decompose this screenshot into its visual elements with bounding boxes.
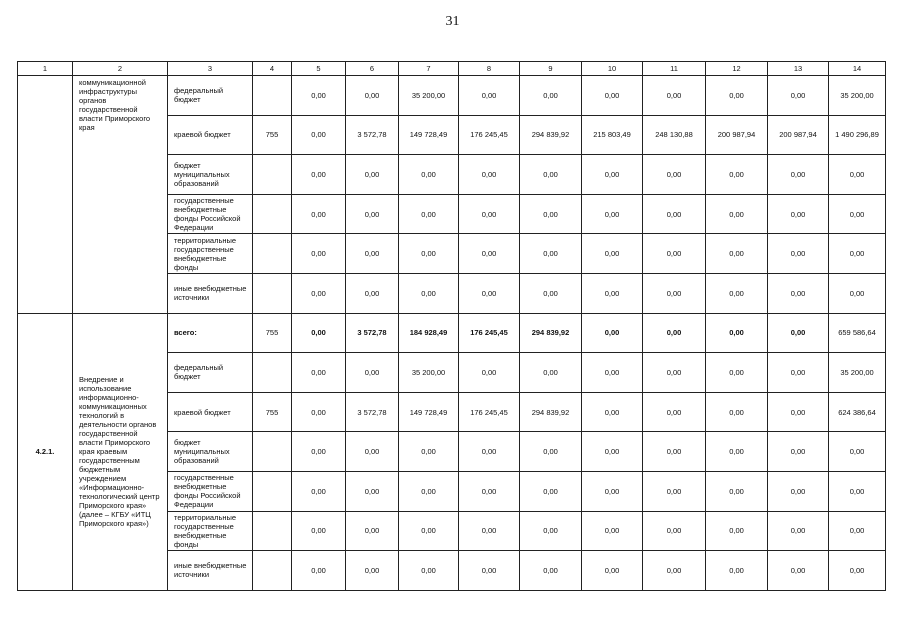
value-cell: 659 586,64: [829, 313, 886, 353]
value-cell: 0,00: [459, 234, 520, 274]
value-cell: 0,00: [346, 471, 399, 511]
budget-code: 755: [253, 392, 292, 432]
value-cell: 0,00: [520, 155, 582, 195]
value-cell: 0,00: [768, 273, 829, 313]
value-cell: 35 200,00: [829, 353, 886, 393]
value-cell: 0,00: [459, 273, 520, 313]
budget-code: [253, 353, 292, 393]
funding-source: территориальные государственные внебюджетные фонды: [168, 511, 253, 551]
value-cell: 0,00: [582, 234, 643, 274]
value-cell: 200 987,94: [706, 115, 768, 155]
value-cell: 0,00: [520, 76, 582, 116]
column-number-4: 4: [253, 62, 292, 76]
budget-code: [253, 432, 292, 472]
funding-source: государственные внебюджетные фонды Российской Федерации: [168, 194, 253, 234]
value-cell: 0,00: [459, 471, 520, 511]
value-cell: 294 839,92: [520, 392, 582, 432]
value-cell: 3 572,78: [346, 392, 399, 432]
value-cell: 0,00: [829, 234, 886, 274]
page-number: 31: [445, 14, 460, 29]
value-cell: 215 803,49: [582, 115, 643, 155]
value-cell: 176 245,45: [459, 313, 520, 353]
value-cell: 0,00: [768, 432, 829, 472]
value-cell: 0,00: [643, 551, 706, 591]
value-cell: 35 200,00: [399, 76, 459, 116]
budget-code: [253, 511, 292, 551]
value-cell: 0,00: [768, 194, 829, 234]
column-number-13: 13: [768, 62, 829, 76]
column-number-2: 2: [73, 62, 168, 76]
value-cell: 0,00: [643, 392, 706, 432]
value-cell: 0,00: [768, 511, 829, 551]
value-cell: 0,00: [346, 76, 399, 116]
value-cell: 0,00: [582, 471, 643, 511]
column-number-5: 5: [292, 62, 346, 76]
funding-source: иные внебюджетные источники: [168, 273, 253, 313]
value-cell: 0,00: [582, 392, 643, 432]
value-cell: 0,00: [459, 511, 520, 551]
value-cell: 0,00: [582, 76, 643, 116]
value-cell: 0,00: [643, 155, 706, 195]
value-cell: 0,00: [399, 551, 459, 591]
value-cell: 176 245,45: [459, 392, 520, 432]
column-number-11: 11: [643, 62, 706, 76]
value-cell: 0,00: [292, 353, 346, 393]
value-cell: 0,00: [582, 551, 643, 591]
column-number-14: 14: [829, 62, 886, 76]
value-cell: 0,00: [829, 551, 886, 591]
value-cell: 3 572,78: [346, 115, 399, 155]
value-cell: 0,00: [292, 551, 346, 591]
value-cell: 0,00: [520, 353, 582, 393]
value-cell: 0,00: [829, 471, 886, 511]
value-cell: 0,00: [292, 155, 346, 195]
value-cell: 0,00: [520, 551, 582, 591]
value-cell: 0,00: [292, 234, 346, 274]
value-cell: 0,00: [768, 76, 829, 116]
value-cell: 200 987,94: [768, 115, 829, 155]
value-cell: 0,00: [399, 194, 459, 234]
value-cell: 0,00: [582, 313, 643, 353]
value-cell: 0,00: [346, 551, 399, 591]
value-cell: 0,00: [706, 471, 768, 511]
column-number-12: 12: [706, 62, 768, 76]
value-cell: 0,00: [643, 194, 706, 234]
value-cell: 3 572,78: [346, 313, 399, 353]
value-cell: 0,00: [643, 471, 706, 511]
value-cell: 0,00: [643, 76, 706, 116]
value-cell: 0,00: [768, 234, 829, 274]
value-cell: 0,00: [768, 551, 829, 591]
funding-source: краевой бюджет: [168, 115, 253, 155]
value-cell: 35 200,00: [829, 76, 886, 116]
value-cell: 0,00: [582, 511, 643, 551]
value-cell: 184 928,49: [399, 313, 459, 353]
funding-source: государственные внебюджетные фонды Российской Федерации: [168, 471, 253, 511]
value-cell: 0,00: [768, 155, 829, 195]
value-cell: 0,00: [768, 313, 829, 353]
value-cell: 149 728,49: [399, 392, 459, 432]
value-cell: 0,00: [346, 273, 399, 313]
funding-source: федеральный бюджет: [168, 76, 253, 116]
value-cell: 0,00: [292, 115, 346, 155]
value-cell: 176 245,45: [459, 115, 520, 155]
value-cell: 0,00: [346, 234, 399, 274]
value-cell: 0,00: [399, 511, 459, 551]
value-cell: 0,00: [346, 155, 399, 195]
value-cell: 0,00: [829, 273, 886, 313]
value-cell: 0,00: [346, 432, 399, 472]
value-cell: 35 200,00: [399, 353, 459, 393]
value-cell: 0,00: [459, 551, 520, 591]
table-row: [18, 76, 886, 116]
funding-source: бюджет муниципальных образований: [168, 432, 253, 472]
value-cell: 0,00: [706, 511, 768, 551]
value-cell: 0,00: [768, 392, 829, 432]
measure-name: коммуникационной инфраструктуры органов государственной власти Приморского края: [73, 76, 168, 314]
value-cell: 0,00: [582, 353, 643, 393]
value-cell: 0,00: [459, 353, 520, 393]
value-cell: 0,00: [582, 155, 643, 195]
value-cell: 0,00: [346, 511, 399, 551]
value-cell: 0,00: [829, 432, 886, 472]
value-cell: 294 839,92: [520, 313, 582, 353]
value-cell: 0,00: [706, 194, 768, 234]
measure-name: Внедрение и использование информационно-коммуникационных технологий в деятельности органов государственной власти Приморского края краевым государственным бюджетным учреждением «Информационно-технологический центр Приморского края» (далее – КГБУ «ИТЦ Приморского края»): [73, 313, 168, 590]
measure-number: [18, 76, 73, 314]
value-cell: 624 386,64: [829, 392, 886, 432]
value-cell: 0,00: [582, 194, 643, 234]
value-cell: 0,00: [829, 511, 886, 551]
value-cell: 0,00: [459, 432, 520, 472]
value-cell: 0,00: [643, 234, 706, 274]
value-cell: 248 130,88: [643, 115, 706, 155]
value-cell: 0,00: [520, 194, 582, 234]
header-row: [18, 62, 886, 76]
value-cell: 0,00: [768, 471, 829, 511]
funding-source: федеральный бюджет: [168, 353, 253, 393]
value-cell: 0,00: [829, 155, 886, 195]
value-cell: 0,00: [643, 511, 706, 551]
value-cell: 0,00: [346, 194, 399, 234]
column-number-7: 7: [399, 62, 459, 76]
value-cell: 0,00: [346, 353, 399, 393]
value-cell: 0,00: [520, 273, 582, 313]
value-cell: 0,00: [399, 432, 459, 472]
column-number-8: 8: [459, 62, 520, 76]
value-cell: 0,00: [399, 273, 459, 313]
value-cell: 0,00: [768, 353, 829, 393]
value-cell: 0,00: [292, 313, 346, 353]
value-cell: 0,00: [292, 194, 346, 234]
budget-code: 755: [253, 115, 292, 155]
funding-source: бюджет муниципальных образований: [168, 155, 253, 195]
value-cell: 0,00: [643, 353, 706, 393]
value-cell: 0,00: [706, 313, 768, 353]
table-row: [18, 313, 886, 353]
value-cell: 0,00: [643, 432, 706, 472]
budget-code: [253, 234, 292, 274]
value-cell: 0,00: [706, 432, 768, 472]
value-cell: 0,00: [706, 76, 768, 116]
value-cell: 0,00: [706, 353, 768, 393]
value-cell: 0,00: [292, 273, 346, 313]
column-number-9: 9: [520, 62, 582, 76]
value-cell: 0,00: [292, 511, 346, 551]
value-cell: 0,00: [643, 273, 706, 313]
value-cell: 0,00: [520, 234, 582, 274]
value-cell: 0,00: [459, 155, 520, 195]
value-cell: 0,00: [582, 432, 643, 472]
funding-source: всего:: [168, 313, 253, 353]
value-cell: 1 490 296,89: [829, 115, 886, 155]
value-cell: 0,00: [706, 392, 768, 432]
value-cell: 0,00: [399, 234, 459, 274]
budget-code: [253, 273, 292, 313]
value-cell: 0,00: [292, 432, 346, 472]
column-number-1: 1: [18, 62, 73, 76]
column-number-6: 6: [346, 62, 399, 76]
value-cell: 0,00: [706, 551, 768, 591]
value-cell: 0,00: [292, 471, 346, 511]
measure-number: 4.2.1.: [18, 313, 73, 590]
funding-source: территориальные государственные внебюджетные фонды: [168, 234, 253, 274]
column-number-10: 10: [582, 62, 643, 76]
budget-code: [253, 471, 292, 511]
value-cell: 0,00: [520, 471, 582, 511]
value-cell: 0,00: [582, 273, 643, 313]
value-cell: 0,00: [706, 273, 768, 313]
value-cell: 0,00: [706, 234, 768, 274]
budget-code: [253, 76, 292, 116]
value-cell: 0,00: [706, 155, 768, 195]
funding-source: иные внебюджетные источники: [168, 551, 253, 591]
value-cell: 0,00: [643, 313, 706, 353]
value-cell: 0,00: [520, 432, 582, 472]
value-cell: 149 728,49: [399, 115, 459, 155]
value-cell: 0,00: [292, 76, 346, 116]
value-cell: 0,00: [520, 511, 582, 551]
value-cell: 0,00: [399, 155, 459, 195]
funding-source: краевой бюджет: [168, 392, 253, 432]
budget-code: [253, 551, 292, 591]
value-cell: 0,00: [459, 194, 520, 234]
table-body: [18, 62, 886, 591]
value-cell: 0,00: [829, 194, 886, 234]
value-cell: 0,00: [399, 471, 459, 511]
column-number-3: 3: [168, 62, 253, 76]
budget-code: 755: [253, 313, 292, 353]
budget-code: [253, 155, 292, 195]
value-cell: 0,00: [459, 76, 520, 116]
value-cell: 0,00: [292, 392, 346, 432]
budget-code: [253, 194, 292, 234]
value-cell: 294 839,92: [520, 115, 582, 155]
budget-table: [17, 61, 886, 591]
